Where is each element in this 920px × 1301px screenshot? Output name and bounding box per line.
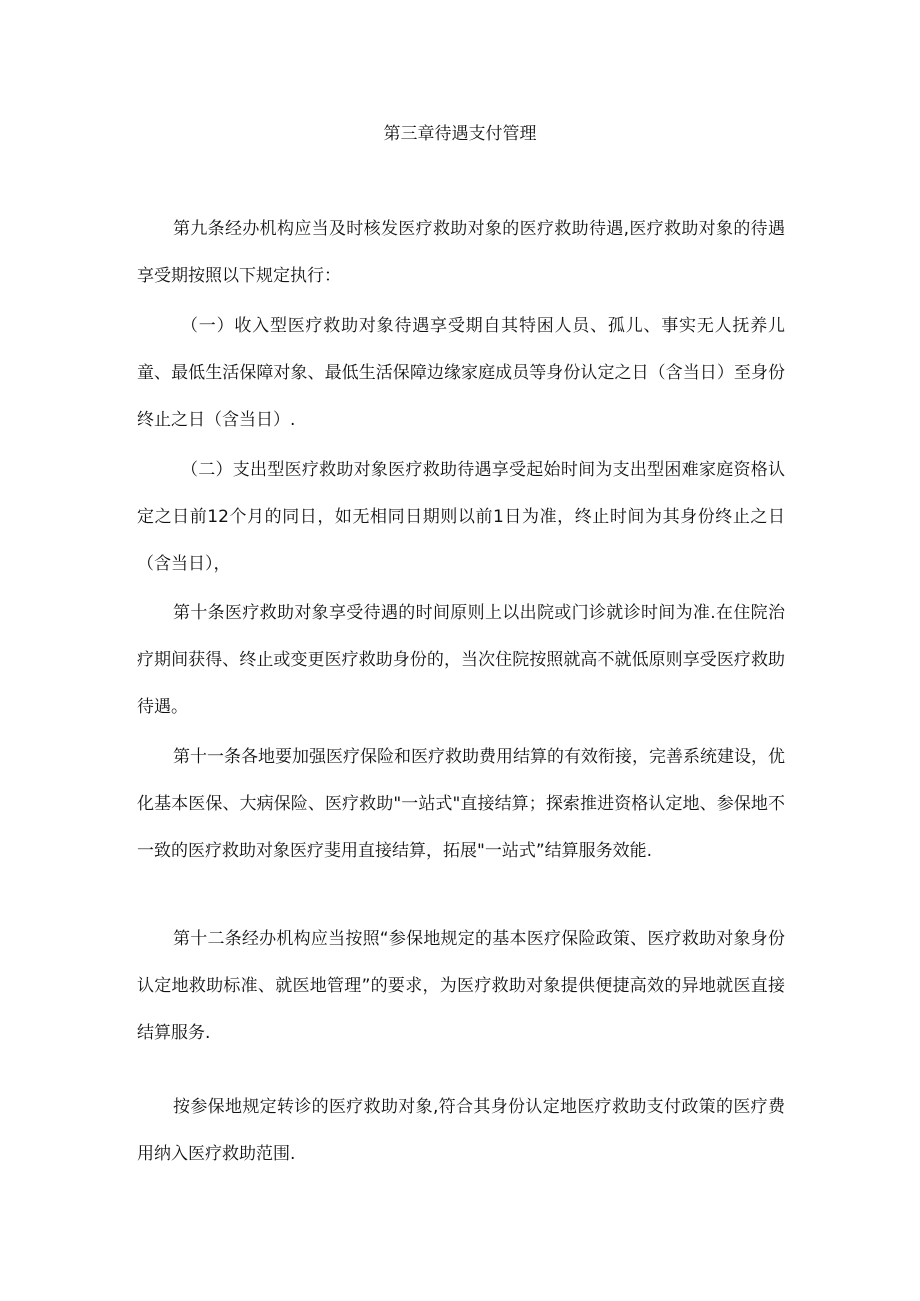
article-9-paragraph: 第九条经办机构应当及时核发医疗救助对象的医疗救助待遇,医疗救助对象的待遇享受期按照以下规定执行： — [137, 219, 785, 286]
article-9-item-2: （二）支出型医疗救助对象医疗救助待遇享受起始时间为支出型困难家庭资格认定之日前12个月的同日，如无相同日期则以前1日为准，终止时间为其身份终止之日（含当日）， — [137, 460, 785, 574]
chapter-title: 第三章待遇支付管理 — [383, 124, 537, 144]
article-10-paragraph: 第十条医疗救助对象享受待遇的时间原则上以出院或门诊就诊时间为准.在住院治疗期间获得、终止或变更医疗救助身份的，当次住院按照就高不就低原则享受医疗救助待遇。 — [137, 603, 785, 717]
article-11-paragraph: 第十一条各地要加强医疗保险和医疗救助费用结算的有效衔接，完善系统建设，优化基本医保、大病保险、医疗救助"一站式"直接结算；探索推进资格认定地、参保地不一致的医疗救助对象医疗斐用直接结算，拓展"一站式”结算服务效能. — [137, 747, 785, 861]
article-12-paragraph: 第十二条经办机构应当按照“参保地规定的基本医疗保险政策、医疗救助对象身份认定地救助标准、就医地管理”的要求，为医疗救助对象提供便捷高效的异地就医直接结算服务. — [137, 929, 785, 1043]
referral-paragraph: 按参保地规定转诊的医疗救助对象,符合其身份认定地医疗救助支付政策的医疗费用纳入医疗救助范围. — [137, 1097, 785, 1164]
article-9-item-1: （一）收入型医疗救助对象待遇享受期自其特困人员、孤儿、事实无人抚养儿童、最低生活保障对象、最低生活保障边缘家庭成员等身份认定之日（含当日）至身份终止之日（含当日）. — [137, 316, 785, 430]
